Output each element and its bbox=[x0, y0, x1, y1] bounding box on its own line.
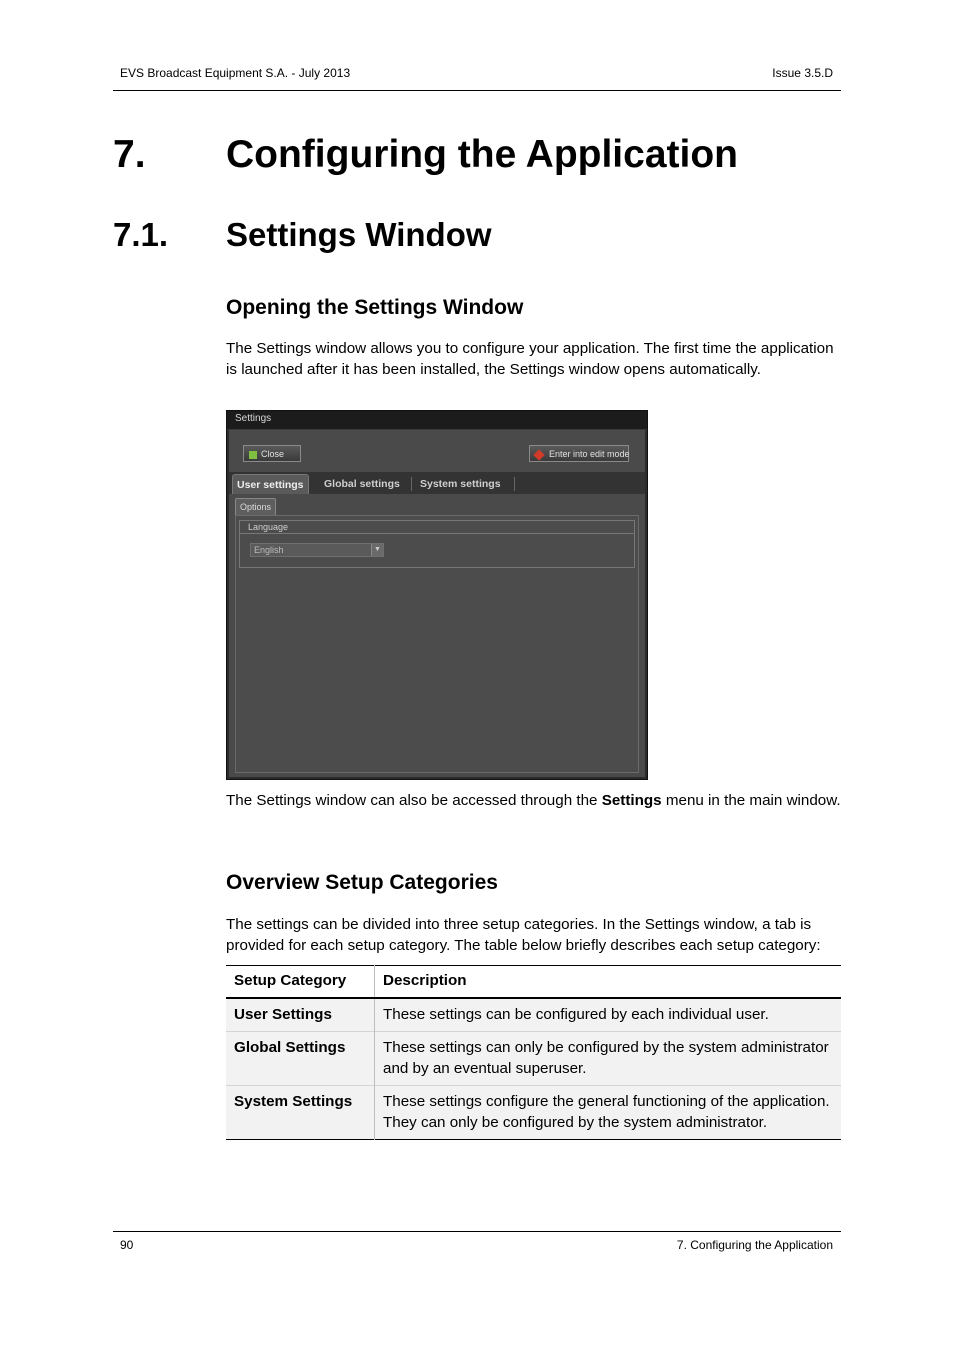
section-number: 7.1. bbox=[113, 216, 169, 253]
chapter-title: Configuring the Application bbox=[226, 133, 738, 176]
row-description: These settings configure the general functioning of the application. They can only be configured by the system administrator. bbox=[383, 1093, 830, 1131]
table-header-row bbox=[226, 966, 841, 998]
settings-panel bbox=[229, 494, 645, 777]
page-number: 90 bbox=[120, 1238, 134, 1252]
language-select[interactable] bbox=[250, 543, 384, 557]
pencil-icon bbox=[533, 449, 544, 460]
close-button[interactable] bbox=[243, 445, 301, 462]
header-left: EVS Broadcast Equipment S.A. - July 2013 bbox=[120, 66, 351, 80]
table-row bbox=[226, 1086, 841, 1140]
settings-toolbar bbox=[229, 430, 645, 472]
chevron-down-icon[interactable]: ▼ bbox=[371, 544, 383, 556]
close-label: Close bbox=[261, 449, 285, 459]
footer-rule bbox=[113, 1231, 841, 1232]
edit-mode-label: Enter into edit mode bbox=[549, 449, 630, 459]
options-content bbox=[235, 515, 639, 773]
opening-heading: Opening the Settings Window bbox=[226, 296, 524, 319]
row-description: These settings can only be configured by the system administrator and by an eventual superuser. bbox=[383, 1039, 829, 1077]
column-header-category: Setup Category bbox=[226, 966, 375, 998]
settings-titlebar: Settings bbox=[227, 411, 647, 430]
access-note-after: menu in the main window. bbox=[661, 792, 841, 809]
section-heading bbox=[113, 214, 492, 256]
section-title: Settings Window bbox=[226, 216, 492, 253]
tab-system-settings[interactable]: System settings bbox=[420, 478, 501, 490]
row-description: These settings can be configured by each individual user. bbox=[383, 1005, 769, 1023]
opening-intro: The Settings window allows you to configure your application. The first time the application is launched after it has been installed, the Settings window opens automatically. bbox=[226, 340, 834, 378]
language-select-value: English bbox=[254, 545, 284, 555]
header-right: Issue 3.5.D bbox=[772, 66, 833, 80]
language-group-title: Language bbox=[240, 521, 634, 534]
subtab-options[interactable]: Options bbox=[235, 498, 276, 516]
row-category: System Settings bbox=[226, 1086, 375, 1140]
table-row bbox=[226, 1032, 841, 1086]
footer-chapter: 7. Configuring the Application bbox=[676, 1238, 833, 1252]
settings-window-screenshot bbox=[226, 410, 648, 780]
access-note-before: The Settings window can also be accessed through the bbox=[226, 792, 602, 809]
chapter-number: 7. bbox=[113, 133, 146, 176]
chapter-heading bbox=[113, 131, 738, 179]
settings-tabs bbox=[229, 472, 645, 494]
row-category: Global Settings bbox=[226, 1032, 375, 1086]
setup-categories-table bbox=[226, 965, 841, 1140]
overview-intro: The settings can be divided into three setup categories. In the Settings window, a tab is provided for each setup category. The table below briefly describes each setup category: bbox=[226, 916, 821, 954]
close-icon bbox=[249, 451, 257, 459]
settings-access-note bbox=[226, 791, 841, 812]
edit-mode-button[interactable] bbox=[529, 445, 629, 462]
column-header-description: Description bbox=[383, 972, 467, 989]
language-group bbox=[239, 520, 635, 568]
tab-separator bbox=[514, 477, 515, 491]
header-rule bbox=[113, 90, 841, 91]
tab-separator bbox=[411, 477, 412, 491]
overview-heading: Overview Setup Categories bbox=[226, 871, 498, 894]
table-row bbox=[226, 998, 841, 1032]
access-note-menu: Settings bbox=[601, 792, 662, 809]
tab-global-settings[interactable]: Global settings bbox=[324, 478, 400, 490]
tab-user-settings[interactable]: User settings bbox=[232, 474, 309, 494]
row-category: User Settings bbox=[226, 998, 375, 1032]
